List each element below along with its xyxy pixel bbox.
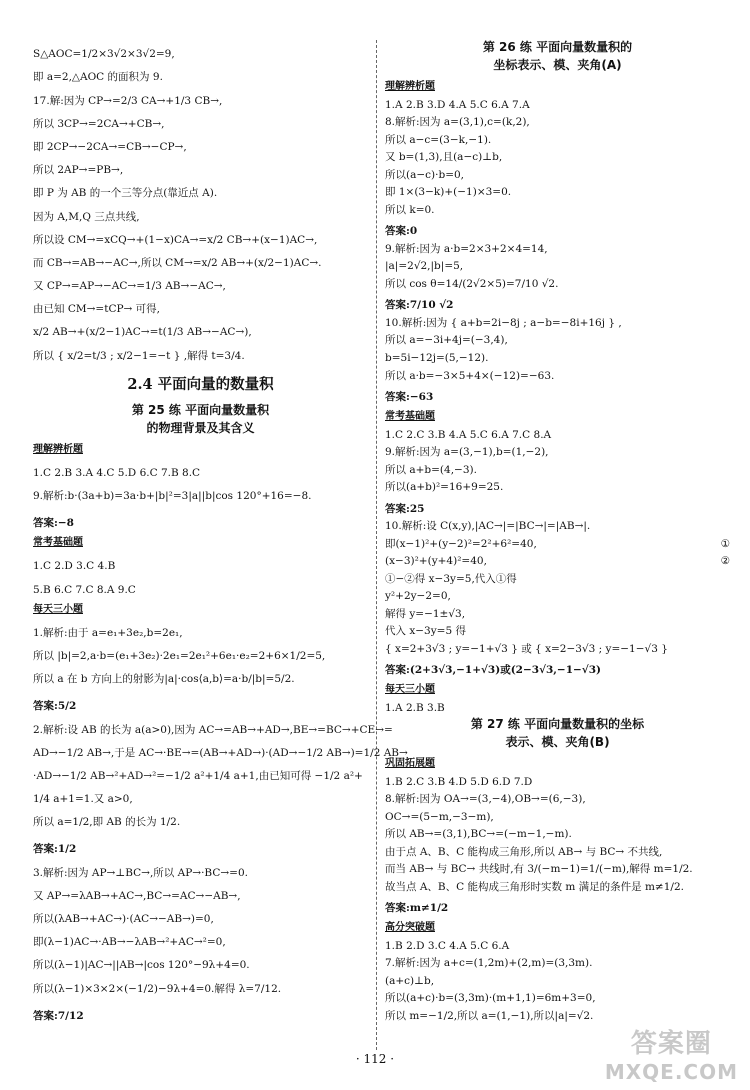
chapter-title: 第 27 练 平面向量数量积的坐标 xyxy=(470,717,645,731)
text-line xyxy=(385,608,730,621)
text-line xyxy=(33,326,368,339)
line-text: 2.解析:设 AB 的长为 a(a>0),因为 AC→=AB→+AD→,BE→=BC→+CE→= xyxy=(33,723,393,736)
text-line xyxy=(33,936,368,949)
line-text: 故当点 A、B、C 能构成三角形时实数 m 满足的条件是 m≠1/2. xyxy=(385,880,684,893)
text-line xyxy=(33,280,368,293)
text-line xyxy=(385,446,730,459)
text-line xyxy=(33,959,368,972)
text-line xyxy=(385,828,730,841)
text-line xyxy=(33,770,368,783)
subsection-heading: 巩固拓展题 xyxy=(385,758,435,769)
line-text: 10.解析:设 C(x,y),|AC→|=|BC→|=|AB→|. xyxy=(385,520,591,533)
line-text: 1.A 2.B 3.D 4.A 5.C 6.A 7.A xyxy=(385,98,530,111)
line-text: x/2 AB→+(x/2−1)AC→=t(1/3 AB→−AC→), xyxy=(33,326,252,339)
line-text: 所以 a 在 b 方向上的射影为|a|·cos⟨a,b⟩=a·b/|b|=5/2. xyxy=(33,673,295,686)
line-text: 即 1×(3−k)+(−1)×3=0. xyxy=(385,186,512,199)
text-line xyxy=(385,99,730,112)
text-line xyxy=(385,116,730,129)
line-text: 所以 k=0. xyxy=(385,203,435,216)
line-text: 3.解析:因为 AP→⊥BC→,所以 AP→·BC→=0. xyxy=(33,866,248,879)
line-text: 1.C 2.C 3.B 4.A 5.C 6.A 7.C 8.A xyxy=(385,428,552,441)
text-line xyxy=(385,846,730,859)
line-text: 所以(λAB→+AC→)·(AC→−AB→)=0, xyxy=(33,913,214,925)
line-text: 而当 AB→ 与 BC→ 共线时,有 3/(−m−1)=1/(−m),解得 m=1/2. xyxy=(385,863,693,876)
text-line xyxy=(385,881,730,894)
line-text: AD→−1/2 AB→,于是 AC→·BE→=(AB→+AD→)·(AD→−1/2 AB→)=1/2 AB→ xyxy=(33,746,408,759)
line-text: 所以 { x/2=t/3 ; x/2−1=−t } ,解得 t=3/4. xyxy=(33,349,245,362)
text-line xyxy=(33,234,368,247)
line-text: 8.解析:因为 a=(3,1),c=(k,2), xyxy=(385,116,530,129)
watermark-text: 答案圈 xyxy=(630,1029,712,1059)
line-text: 即 a=2,△AOC 的面积为 9. xyxy=(33,71,163,84)
text-line xyxy=(33,71,368,84)
text-line xyxy=(33,257,368,270)
text-line xyxy=(33,95,368,108)
line-text: 由已知 CM→=tCP→ 可得, xyxy=(33,303,161,316)
chapter-title: 表示、模、夹角(B) xyxy=(505,735,610,749)
line-text: 由于点 A、B、C 能构成三角形,所以 AB→ 与 BC→ 不共线, xyxy=(385,845,663,858)
text-line xyxy=(385,940,730,953)
text-line xyxy=(33,816,368,829)
line-text: (a+c)⊥b, xyxy=(385,974,435,987)
line-text: 答案:−63 xyxy=(385,391,434,404)
text-line xyxy=(385,317,730,330)
subsection-heading: 理解辨析题 xyxy=(385,81,435,92)
line-text: 8.解析:因为 OA→=(3,−4),OB→=(6,−3), xyxy=(385,793,586,806)
answer-line xyxy=(33,1010,368,1023)
section-heading: 2.4 平面向量的数量积 xyxy=(127,375,274,393)
line-text: 9.解析:因为 a·b=2×3+2×4=14, xyxy=(385,242,548,255)
line-text: 所以 m=−1/2,所以 a=(1,−1),所以|a|=√2. xyxy=(385,1009,594,1022)
text-line xyxy=(33,890,368,903)
line-text: 1.B 2.C 3.B 4.D 5.D 6.D 7.D xyxy=(385,775,533,788)
line-text: 9.解析:b·(3a+b)=3a·b+|b|²=3|a||b|cos 120°+16=−8. xyxy=(33,490,312,502)
line-text: 1.解析:由于 a=e₁+3e₂,b=2e₁, xyxy=(33,626,183,639)
text-line xyxy=(385,370,730,383)
line-text: 所以(a+c)·b=(3,3m)·(m+1,1)=6m+3=0, xyxy=(385,992,596,1005)
text-line xyxy=(33,187,368,200)
line-text: 又 b=(1,3),且(a−c)⊥b, xyxy=(385,151,503,164)
text-line xyxy=(33,48,368,61)
text-line xyxy=(385,702,730,715)
answer-line xyxy=(385,664,730,677)
answer-line xyxy=(33,517,368,530)
line-text: 所以(λ−1)×3×2×(−1/2)−9λ+4=0.解得 λ=7/12. xyxy=(33,982,282,995)
line-text: 解得 y=−1±√3, xyxy=(385,607,466,620)
subsection-heading: 理解辨析题 xyxy=(33,443,83,455)
answer-line xyxy=(385,902,730,915)
answer-line xyxy=(385,503,730,516)
text-line xyxy=(385,811,730,824)
text-line xyxy=(385,260,730,273)
text-line xyxy=(33,673,368,686)
line-text: 答案:(2+3√3,−1+√3)或(2−3√3,−1−√3) xyxy=(385,664,602,677)
text-line xyxy=(385,590,730,603)
text-line xyxy=(33,350,368,363)
line-text: 即(x−1)²+(y−2)²=2²+6²=40, xyxy=(385,537,537,550)
line-text: 所以(λ−1)|AC→||AB→|cos 120°−9λ+4=0. xyxy=(33,959,250,972)
watermark-logo xyxy=(605,1030,738,1086)
text-line xyxy=(33,303,368,316)
line-text: 7.解析:因为 a+c=(1,2m)+(2,m)=(3,3m). xyxy=(385,957,593,970)
answer-line xyxy=(33,843,368,856)
line-text: 因为 A,M,Q 三点共线, xyxy=(33,210,140,223)
subsection-heading: 高分突破题 xyxy=(385,922,435,934)
line-text: 所以 a+b=(4,−3). xyxy=(385,463,477,476)
line-text: 所以(a−c)·b=0, xyxy=(385,168,465,181)
column-divider xyxy=(376,40,377,1050)
text-line xyxy=(385,643,730,656)
text-line xyxy=(385,573,730,586)
text-line xyxy=(33,650,368,663)
text-line xyxy=(385,538,730,551)
line-text: y²+2y−2=0, xyxy=(385,590,451,603)
line-text: 1.C 2.B 3.A 4.C 5.D 6.C 7.B 8.C xyxy=(33,466,201,479)
text-line xyxy=(385,134,730,147)
line-text: 所以 a−c=(3−k,−1). xyxy=(385,133,492,146)
equation-marker: ② xyxy=(720,555,730,568)
answer-line xyxy=(385,391,730,404)
text-line xyxy=(33,627,368,640)
line-text: 1.C 2.D 3.C 4.B xyxy=(33,560,116,573)
text-line xyxy=(385,975,730,988)
line-text: 所以 |b|=2,a·b=(e₁+3e₂)·2e₁=2e₁²+6e₁·e₂=2+6×1/2=5, xyxy=(33,649,326,662)
text-line xyxy=(385,520,730,533)
text-line xyxy=(385,793,730,806)
equation-marker: ① xyxy=(720,537,730,550)
line-text: 所以 2AP→=PB→, xyxy=(33,164,124,177)
line-text: 答案:1/2 xyxy=(33,843,77,856)
line-text: 10.解析:因为 { a+b=2i−8j ; a−b=−8i+16j } , xyxy=(385,316,622,329)
line-text: b=5i−12j=(5,−12). xyxy=(385,351,489,364)
text-line xyxy=(33,164,368,177)
line-text: 1.A 2.B 3.B xyxy=(385,702,445,714)
text-line xyxy=(33,793,368,806)
line-text: OC→=(5−m,−3−m), xyxy=(385,810,494,823)
text-line xyxy=(385,334,730,347)
subsection-heading: 每天三小题 xyxy=(385,684,435,696)
answer-line xyxy=(385,225,730,238)
text-line xyxy=(385,169,730,182)
line-text: 答案:m≠1/2 xyxy=(385,902,449,915)
subsection-heading: 常考基础题 xyxy=(33,537,83,549)
line-text: 即 2CP→−2CA→=CB→−CP→, xyxy=(33,140,187,153)
line-text: 17.解:因为 CP→=2/3 CA→+1/3 CB→, xyxy=(33,94,223,107)
answer-line xyxy=(33,700,368,713)
line-text: 所以 AB→=(3,1),BC→=(−m−1,−m). xyxy=(385,828,572,841)
text-line xyxy=(33,490,368,503)
text-line xyxy=(33,867,368,880)
text-line xyxy=(33,141,368,154)
line-text: 而 CB→=AB→−AC→,所以 CM→=x/2 AB→+(x/2−1)AC→. xyxy=(33,256,322,269)
watermark-url: MXQE.COM xyxy=(604,1060,738,1084)
text-line xyxy=(33,983,368,996)
text-line xyxy=(385,151,730,164)
subsection-heading: 每天三小题 xyxy=(33,603,83,615)
chapter-title: 第 25 练 平面向量数量积 xyxy=(131,402,270,417)
line-text: 又 AP→=λAB→+AC→,BC→=AC→−AB→, xyxy=(33,889,241,902)
text-line xyxy=(385,481,730,494)
text-line xyxy=(33,118,368,131)
text-line xyxy=(385,352,730,365)
text-line xyxy=(385,625,730,638)
text-line xyxy=(33,584,368,597)
line-text: 所以 a=1/2,即 AB 的长为 1/2. xyxy=(33,816,181,829)
text-line xyxy=(385,863,730,876)
text-line xyxy=(385,278,730,291)
line-text: 所以 a=−3i+4j=(−3,4), xyxy=(385,334,508,347)
text-line xyxy=(33,211,368,224)
chapter-title: 坐标表示、模、夹角(A) xyxy=(493,58,622,72)
text-line xyxy=(385,429,730,442)
line-text: 答案:0 xyxy=(385,225,418,238)
line-text: 答案:7/10 √2 xyxy=(385,299,454,312)
text-line xyxy=(33,746,408,760)
line-text: 答案:−8 xyxy=(33,517,74,530)
text-line xyxy=(33,723,393,737)
line-text: 1/4 a+1=1.又 a>0, xyxy=(33,793,133,806)
text-line xyxy=(33,913,368,926)
text-line xyxy=(385,555,730,568)
answer-line xyxy=(385,299,730,312)
line-text: 所以 a·b=−3×5+4×(−12)=−63. xyxy=(385,369,555,382)
line-text: 5.B 6.C 7.C 8.A 9.C xyxy=(33,583,136,596)
line-text: { x=2+3√3 ; y=−1+√3 } 或 { x=2−3√3 ; y=−1−√3 } xyxy=(385,642,668,655)
text-line xyxy=(385,992,730,1005)
line-text: 所以(a+b)²=16+9=25. xyxy=(385,481,504,494)
line-text: 所以 cos θ=14/(2√2×5)=7/10 √2. xyxy=(385,277,559,290)
text-line xyxy=(385,1010,730,1023)
text-line xyxy=(385,957,730,970)
text-line xyxy=(385,776,730,789)
line-text: (x−3)²+(y+4)²=40, xyxy=(385,555,487,568)
line-text: 代入 x−3y=5 得 xyxy=(385,625,466,638)
text-line xyxy=(33,560,368,573)
text-line xyxy=(385,186,730,199)
line-text: 9.解析:因为 a=(3,−1),b=(1,−2), xyxy=(385,446,549,459)
chapter-title: 的物理背景及其含义 xyxy=(146,420,255,435)
line-text: ①−②得 x−3y=5,代入①得 xyxy=(385,572,517,585)
line-text: 又 CP→=AP→−AC→=1/3 AB→−AC→, xyxy=(33,280,226,293)
chapter-title: 第 26 练 平面向量数量积的 xyxy=(482,40,633,54)
line-text: 所以设 CM→=xCQ→+(1−x)CA→=x/2 CB→+(x−1)AC→, xyxy=(33,233,318,246)
line-text: 所以 3CP→=2CA→+CB→, xyxy=(33,117,165,130)
line-text: 答案:5/2 xyxy=(33,700,77,713)
line-text: 即 P 为 AB 的一个三等分点(靠近点 A). xyxy=(33,187,218,200)
right-column xyxy=(385,38,730,1023)
page-number: · 112 · xyxy=(355,1052,395,1066)
line-text: 1.B 2.D 3.C 4.A 5.C 6.A xyxy=(385,939,510,952)
text-line xyxy=(385,243,730,256)
line-text: 答案:25 xyxy=(385,502,425,515)
line-text: 答案:7/12 xyxy=(33,1009,84,1022)
line-text: |a|=2√2,|b|=5, xyxy=(385,260,464,273)
text-line xyxy=(385,464,730,477)
text-line xyxy=(33,467,368,480)
line-text: S△AOC=1/2×3√2×3√2=9, xyxy=(33,48,175,61)
line-text: ·AD→−1/2 AB→²+AD→²=−1/2 a²+1/4 a+1,由已知可得 −1/2 a²+ xyxy=(33,769,363,782)
text-line xyxy=(385,204,730,217)
line-text: 即(λ−1)AC→·AB→−λAB→²+AC→²=0, xyxy=(33,936,226,949)
subsection-heading: 常考基础题 xyxy=(385,411,435,423)
